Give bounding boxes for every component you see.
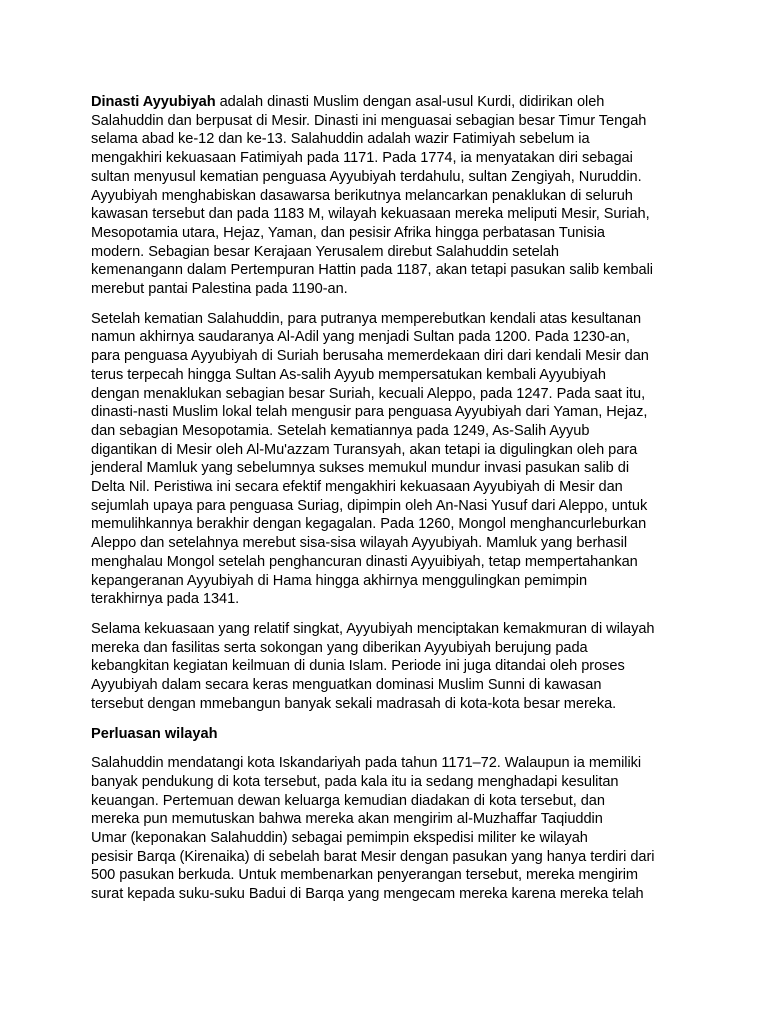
- text-line: namun akhirnya saudaranya Al-Adil yang menjadi Sultan pada 1200. Pada 1230-an,: [91, 329, 630, 346]
- text-line: Delta Nil. Peristiwa ini secara efektif mengakhiri kekuasaan Ayyubiyah di Mesir dan: [91, 479, 623, 496]
- text-line: banyak pendukung di kota tersebut, pada kala itu ia sedang menghadapi kesulitan: [91, 773, 619, 790]
- text-line: sejumlah upaya para penguasa Suriag, dipimpin oleh An-Nasi Yusuf dari Aleppo, untuk: [91, 497, 648, 514]
- text-line: sultan menyusul kematian penguasa Ayyubiyah terdahulu, sultan Zengiyah, Nuruddin.: [91, 168, 642, 185]
- text-line: tersebut dengan mmebangun banyak sekali madrasah di kota-kota besar mereka.: [91, 695, 617, 712]
- text-line: selama abad ke-12 dan ke-13. Salahuddin adalah wazir Fatimiyah sebelum ia: [91, 131, 590, 148]
- text-line: terus terpecah hingga Sultan As-salih Ayyub mempersatukan kembali Ayyubiyah: [91, 366, 606, 383]
- text-line: kebangkitan kegiatan keilmuan di dunia Islam. Periode ini juga ditandai oleh proses: [91, 658, 625, 675]
- text-line: [91, 93, 681, 112]
- text-line: dan sebagian Mesopotamia. Setelah kematiannya pada 1249, As-Salih Ayyub: [91, 422, 590, 439]
- text-line: Mesopotamia utara, Hejaz, Yaman, dan pesisir Afrika hingga perbatasan Tunisia: [91, 224, 605, 241]
- dynasty-name-bold: Dinasti Ayyubiyah: [91, 94, 216, 110]
- document-page: [91, 93, 681, 904]
- text-line: para penguasa Ayyubiyah di Suriah berusaha memerdekaan diri dari kendali Mesir dan: [91, 348, 649, 365]
- text-line: digantikan di Mesir oleh Al-Mu'azzam Turansyah, akan tetapi ia digulingkan oleh para: [91, 441, 638, 458]
- text-line: kawasan tersebut dan pada 1183 M, wilayah kekuasaan mereka meliputi Mesir, Suriah,: [91, 206, 650, 223]
- paragraph-prosperity: [91, 620, 681, 714]
- text-line: Selama kekuasaan yang relatif singkat, Ayyubiyah menciptakan kemakmuran di wilayah: [91, 620, 655, 637]
- text-line: kepangeranan Ayyubiyah di Hama hingga akhirnya menggulingkan pemimpin: [91, 572, 588, 589]
- text-line: modern. Sebagian besar Kerajaan Yerusalem direbut Salahuddin setelah: [91, 243, 559, 260]
- text-line: Umar (keponakan Salahuddin) sebagai pemimpin ekspedisi militer ke wilayah: [91, 830, 588, 847]
- paragraph-spacer: [91, 299, 681, 310]
- text-line: Salahuddin dan berpusat di Mesir. Dinasti ini menguasai sebagian besar Timur Tengah: [91, 112, 647, 129]
- text-line: merebut pantai Palestina pada 1190-an.: [91, 281, 348, 298]
- paragraph-spacer: [91, 714, 681, 725]
- text-line: Ayyubiyah dalam secara keras menguatkan dominasi Muslim Sunni di kawasan: [91, 677, 602, 694]
- text-line: mengakhiri kekuasaan Fatimiyah pada 1171. Pada 1774, ia menyatakan diri sebagai: [91, 150, 633, 167]
- text-line: 500 pasukan berkuda. Untuk membenarkan penyerangan tersebut, mereka mengirim: [91, 867, 639, 884]
- text-line: Ayyubiyah menghabiskan dasawarsa berikutnya melancarkan penaklukan di seluruh: [91, 187, 633, 204]
- intro-lead-text: adalah dinasti Muslim dengan asal-usul Kurdi, didirikan oleh: [215, 94, 605, 110]
- text-line: mereka pun memutuskan bahwa mereka akan mengirim al-Muzhaffar Taqiuddin: [91, 811, 603, 828]
- text-line: menghalau Mongol setelah penghancuran dinasti Ayyuibiyah, tetap mempertahankan: [91, 553, 638, 570]
- text-line: memulihkannya berakhir dengan kegagalan. Pada 1260, Mongol menghancurleburkan: [91, 516, 647, 533]
- paragraph-spacer: [91, 609, 681, 620]
- text-line: Salahuddin mendatangi kota Iskandariyah pada tahun 1171–72. Walaupun ia memiliki: [91, 755, 642, 772]
- section-heading: Perluasan wilayah: [91, 725, 218, 742]
- paragraph-spacer: [91, 743, 681, 754]
- text-line: surat kepada suku-suku Badui di Barqa yang mengecam mereka karena mereka telah: [91, 886, 644, 903]
- text-line: pesisir Barqa (Kirenaika) di sebelah barat Mesir dengan pasukan yang hanya terdiri dari: [91, 848, 655, 865]
- text-line: dinasti-nasti Muslim lokal telah mengusir para penguasa Ayyubiyah dari Yaman, Hejaz,: [91, 404, 648, 421]
- paragraph-expansion: [91, 754, 681, 904]
- text-line: keuangan. Pertemuan dewan keluarga kemudian diadakan di kota tersebut, dan: [91, 792, 605, 809]
- text-line: jenderal Mamluk yang sebelumnya sukses memukul mundur invasi pasukan salib di: [91, 460, 630, 477]
- text-line: Aleppo dan setelahnya merebut sisa-sisa wilayah Ayyubiyah. Mamluk yang berhasil: [91, 535, 628, 552]
- text-line: Setelah kematian Salahuddin, para putranya memperebutkan kendali atas kesultanan: [91, 310, 642, 327]
- text-line: dengan menaklukan sebagian besar Suriah, kecuali Aleppo, pada 1247. Pada saat itu,: [91, 385, 646, 402]
- text-line: terakhirnya pada 1341.: [91, 591, 240, 608]
- text-line: kemenangann dalam Pertempuran Hattin pada 1187, akan tetapi pasukan salib kembali: [91, 262, 653, 279]
- paragraph-succession: [91, 310, 681, 609]
- text-line: mereka dan fasilitas serta sokongan yang diberikan Ayyubiyah berujung pada: [91, 639, 588, 656]
- paragraph-intro: [91, 93, 681, 299]
